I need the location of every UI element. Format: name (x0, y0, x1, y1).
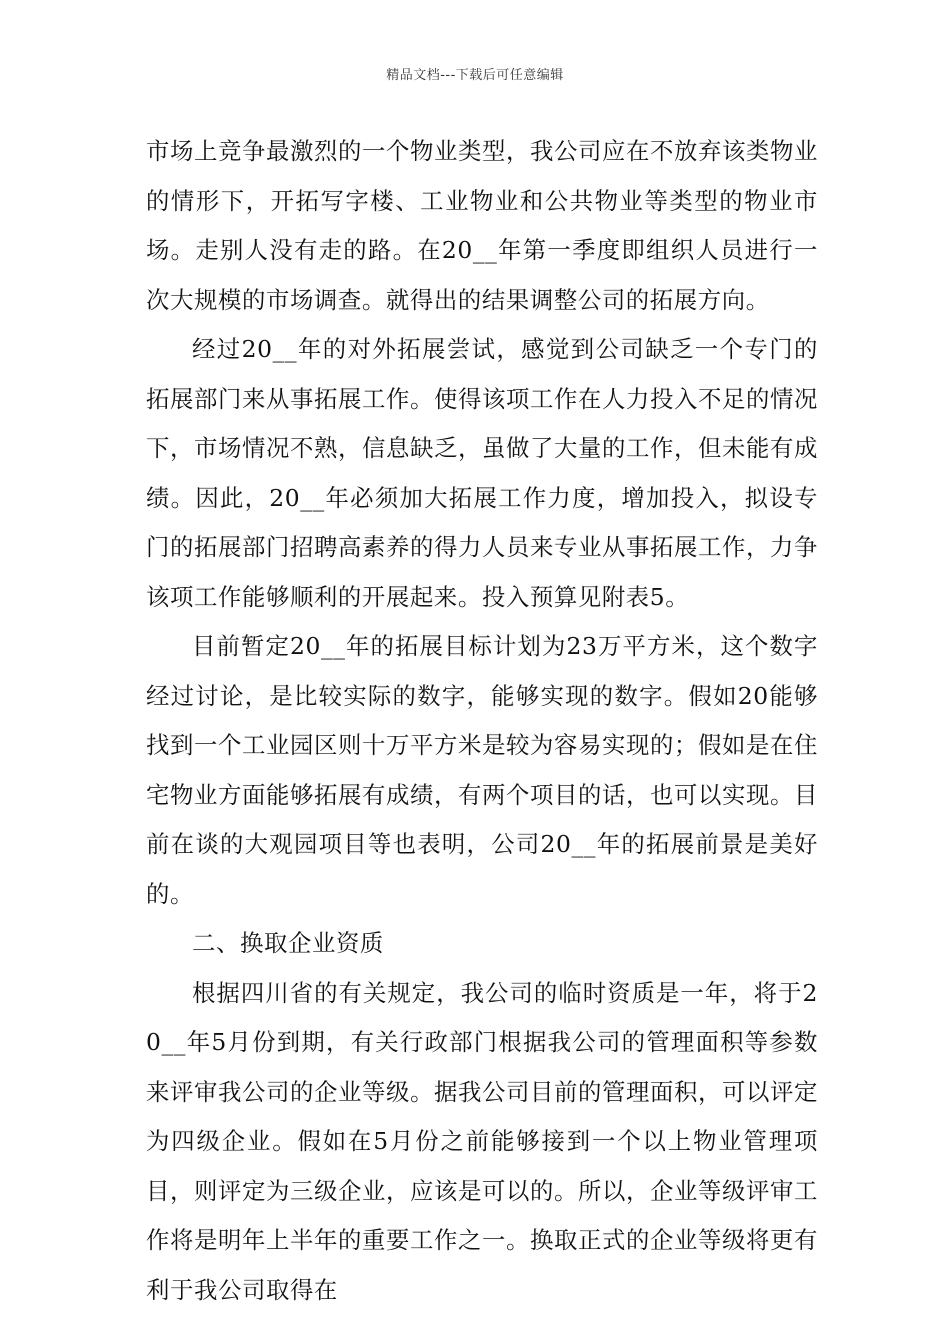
paragraph-qualification: 根据四川省的有关规定，我公司的临时资质是一年，将于20__年5月份到期，有关行政部门根据我公司的管理面积等参数来评审我公司的企业等级。据我公司目前的管理面积，可以评定为四级企业。假如在5月份之前能够接到一个以上物业管理项目，则评定为三级企业，应该是可以的。所以，企业等级评审工作将是明年上半年的重要工作之一。换取正式的企业等级将更有利于我公司取得在 (146, 978, 818, 1304)
paragraph-expansion-target: 目前暂定20__年的拓展目标计划为23万平方米，这个数字经过讨论，是比较实际的数字，能够实现的数字。假如20能够找到一个工业园区则十万平方米是较为容易实现的；假如是在住宅物业方面能够拓展有成绩，有两个项目的话，也可以实现。目前在谈的大观园项目等也表明，公司20__年的拓展前景是美好的。 (146, 632, 818, 908)
section-heading-qualification: 二、换取企业资质 (192, 929, 384, 957)
paragraph-expansion-department: 经过20__年的对外拓展尝试，感觉到公司缺乏一个专门的拓展部门来从事拓展工作。使得该项工作在人力投入不足的情况下，市场情况不熟，信息缺乏，虽做了大量的工作，但未能有成绩。因此，20__年必须加大拓展工作力度，增加投入，拟设专门的拓展部门招聘高素养的得力人员来专业从事拓展工作，力争该项工作能够顺利的开展起来。投入预算见附表5。 (146, 335, 818, 611)
paragraph-market-expansion: 市场上竞争最激烈的一个物业类型，我公司应在不放弃该类物业的情形下，开拓写字楼、工业物业和公共物业等类型的物业市场。走别人没有走的路。在20__年第一季度即组织人员进行一次大规模的市场调查。就得出的结果调整公司的拓展方向。 (146, 137, 818, 314)
page-header: 精品文档---下载后可任意编辑 (386, 68, 564, 83)
document-body (146, 127, 818, 1315)
